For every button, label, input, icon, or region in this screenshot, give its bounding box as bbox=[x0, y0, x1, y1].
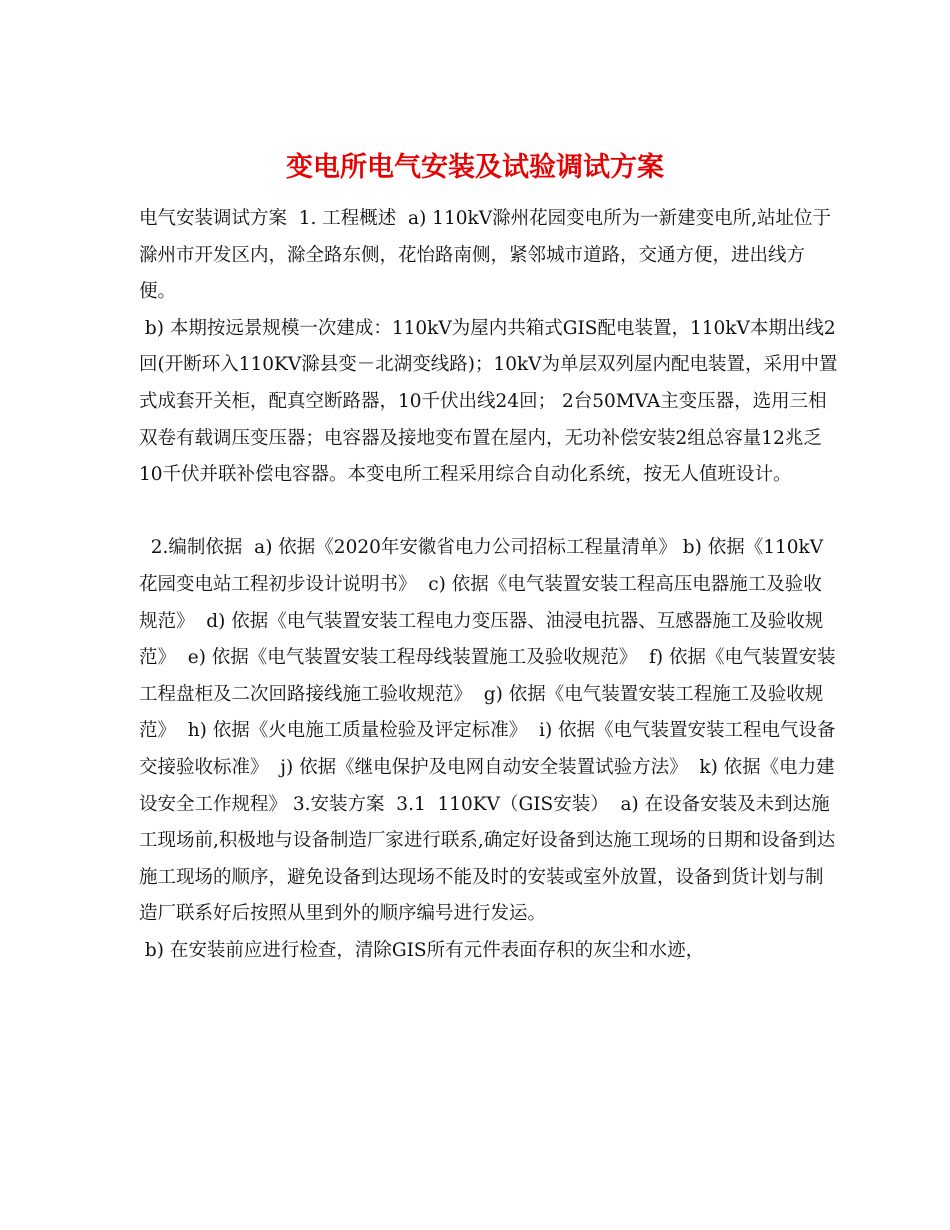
paragraph-spacer bbox=[139, 494, 839, 531]
document-body bbox=[139, 201, 839, 969]
paragraph-inspection: b) 在安装前应进行检查，清除GIS所有元件表面存积的灰尘和水迹， bbox=[139, 939, 705, 961]
paragraph-project-overview: 电气安装调试方案 1. 工程概述 a) 110kV滁州花园变电所为一新建变电所,站址位于滁州市开发区内，滁全路东侧，花怡路南侧，紧邻城市道路，交通方便，进出线方便。 bbox=[139, 208, 831, 303]
document-title: 变电所电气安装及试验调试方案 bbox=[286, 152, 664, 184]
paragraph-construction-scale: b) 本期按远景规模一次建成：110kV为屋内共箱式GIS配电装置，110kV本期出线2回(开断环入110KV滁县变－北湖变线路)；10kV为单层双列屋内配电装置，采用中置式成套开关柜，配真空断路器，10千伏出线24回； 2台50MVA主变压器，选用三相双卷有载调压变压器；电容器及接地变布置在屋内，无功补偿安装2组总容量12兆乏10千伏并联补偿电容器。本变电所工程采用综合自动化系统，按无人值班设计。 bbox=[139, 317, 838, 486]
paragraph-basis-and-installation: 2.编制依据 a) 依据《2020年安徽省电力公司招标工程量清单》 b) 依据《110kV花园变电站工程初步设计说明书》 c) 依据《电气装置安装工程高压电器施工及验收规范》 d) 依据《电气装置安装工程电力变压器、油浸电抗器、互感器施工及验收规范》 e) 依据《电气装置安装工程母线装置施工及验收规范》 f) 依据《电气装置安装工程盘柜及二次回路接线施工验收规范》 g) 依据《电气装置安装工程施工及验收规范》 h) 依据《火电施工质量检验及评定标准》 i) 依据《电气装置安装工程电气设备交接验收标准》 j) 依据《继电保护及电网自动安全装置试验方法》 k) 依据《电力建设安全工作规程》 3.安装方案 3.1 110KV（GIS安装） a) 在设备安装及未到达施工现场前,积极地与设备制造厂家进行联系,确定好设备到达施工现场的日期和设备到达施工现场的顺序，避免设备到达现场不能及时的安装或室外放置，设备到货计划与制造厂联系好后按照从里到外的顺序编号进行发运。 bbox=[139, 537, 836, 925]
